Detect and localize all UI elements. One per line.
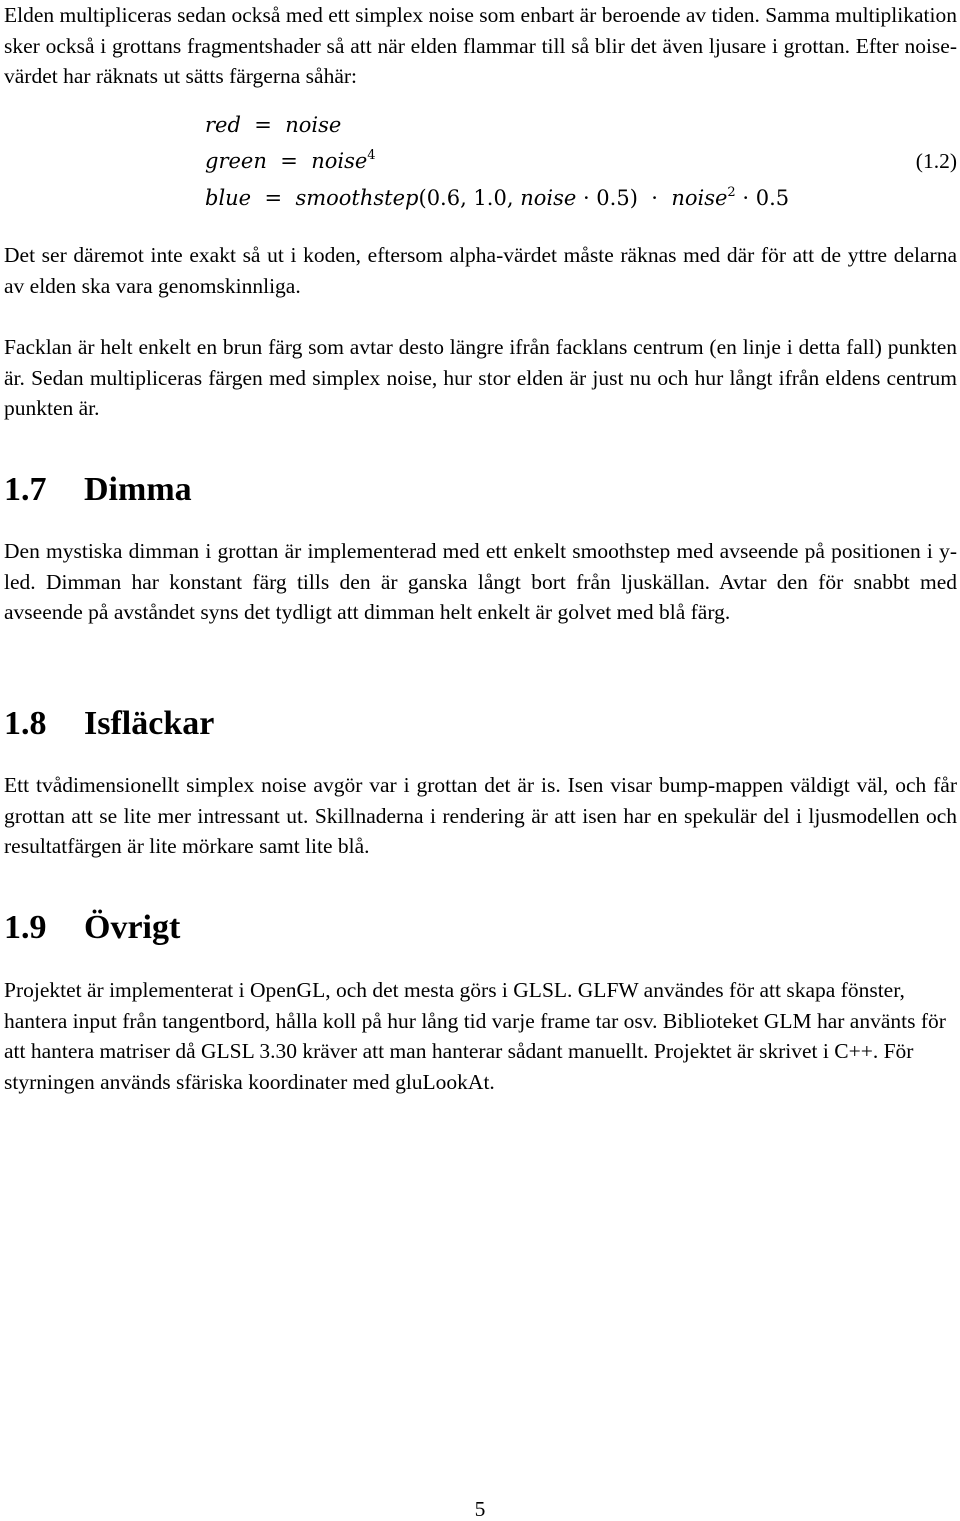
section-title: Övrigt [84,909,181,946]
paren-close: ) [629,186,638,210]
equation-red-rhs: noise [285,113,342,137]
equation-red-line [205,110,341,140]
equation-blue-args-b: · 0.5 [576,186,630,210]
equals-sign: = [257,186,289,210]
equation-green-rhs: noise [311,149,368,173]
section-title: Isfläckar [84,705,215,742]
equation-blue-line [205,183,789,213]
equation-blue-tail: · 0.5 [735,186,790,210]
section-number: 1.9 [4,909,47,946]
equation-blue-args-a: 0.6, 1.0, [426,186,521,210]
equation-blue-args-var: noise [520,186,577,210]
equation-color-block [205,110,957,220]
section-heading-dimma [4,470,192,510]
section-heading-isflackar [4,704,214,744]
paren-open: ( [418,186,427,210]
equation-green-exponent: 4 [367,148,376,163]
equation-blue-lhs: blue [205,186,252,210]
paragraph-misc: Projektet är implementerat i OpenGL, och det mesta görs i GLSL. GLFW användes för att skapa fönster, hantera input från tangentbord, hålla koll på hur lång tid varje frame tar osv. Biblioteket GLM har använts för att hantera matriser då GLSL 3.30 kräver att man hanterar sådant manuellt. Projektet är skrivet i C++. För styrningen används sfäriska koordinater med gluLookAt. [4,978,946,1094]
equation-blue-function: smoothstep [295,186,419,210]
paragraph-alpha-note: Det ser däremot inte exakt så ut i koden, eftersom alpha-värdet måste räknas med där för att de yttre delarna av elden ska vara genomskinnliga. [4,243,957,298]
equation-blue-exponent: 2 [727,185,736,200]
paragraph-torch: Facklan är helt enkelt en brun färg som avtar desto längre ifrån facklans centrum (en linje i detta fall) punkten är. Sedan multipliceras färgen med simplex noise, hur stor elden är just nu och hur långt ifrån eldens centrum punkten är. [4,335,957,420]
dot-operator: · [644,186,665,210]
paragraph-fog: Den mystiska dimman i grottan är implementerad med ett enkelt smoothstep med avseende på positionen i y-led. Dimman har konstant färg tills den är ganska långt bort från ljuskällan. Avtar den för snabbt med avseende på avståndet syns det tydligt att dimman helt enkelt är golvet med blå färg. [4,539,957,624]
equation-green-lhs: green [205,149,267,173]
section-heading-ovrigt [4,908,180,948]
section-title: Dimma [84,471,192,508]
equation-green-line [205,146,376,176]
section-number: 1.7 [4,471,47,508]
section-number: 1.8 [4,705,47,742]
equals-sign: = [273,149,305,173]
page-number: 5 [474,1497,486,1521]
equation-red-lhs: red [205,113,241,137]
equation-number: (1.2) [915,149,957,173]
equation-blue-mid-var: noise [671,186,728,210]
equals-sign: = [247,113,279,137]
paragraph-ice: Ett tvådimensionellt simplex noise avgör var i grottan det är is. Isen visar bump-mappen väldigt väl, och får grottan att se lite mer intressant ut. Skillnaderna i rendering är att isen har en spekulär del i ljusmodellen och resultatfärgen är lite mörkare samt lite blå. [4,773,957,858]
paragraph-fire-noise: Elden multipliceras sedan också med ett simplex noise som enbart är beroende av tiden. Samma multiplikation sker också i grottans fragmentshader så att när elden flammar till så blir det även ljusare i grottan. Efter noise-värdet har räknats ut sätts färgerna såhär: [4,3,957,88]
